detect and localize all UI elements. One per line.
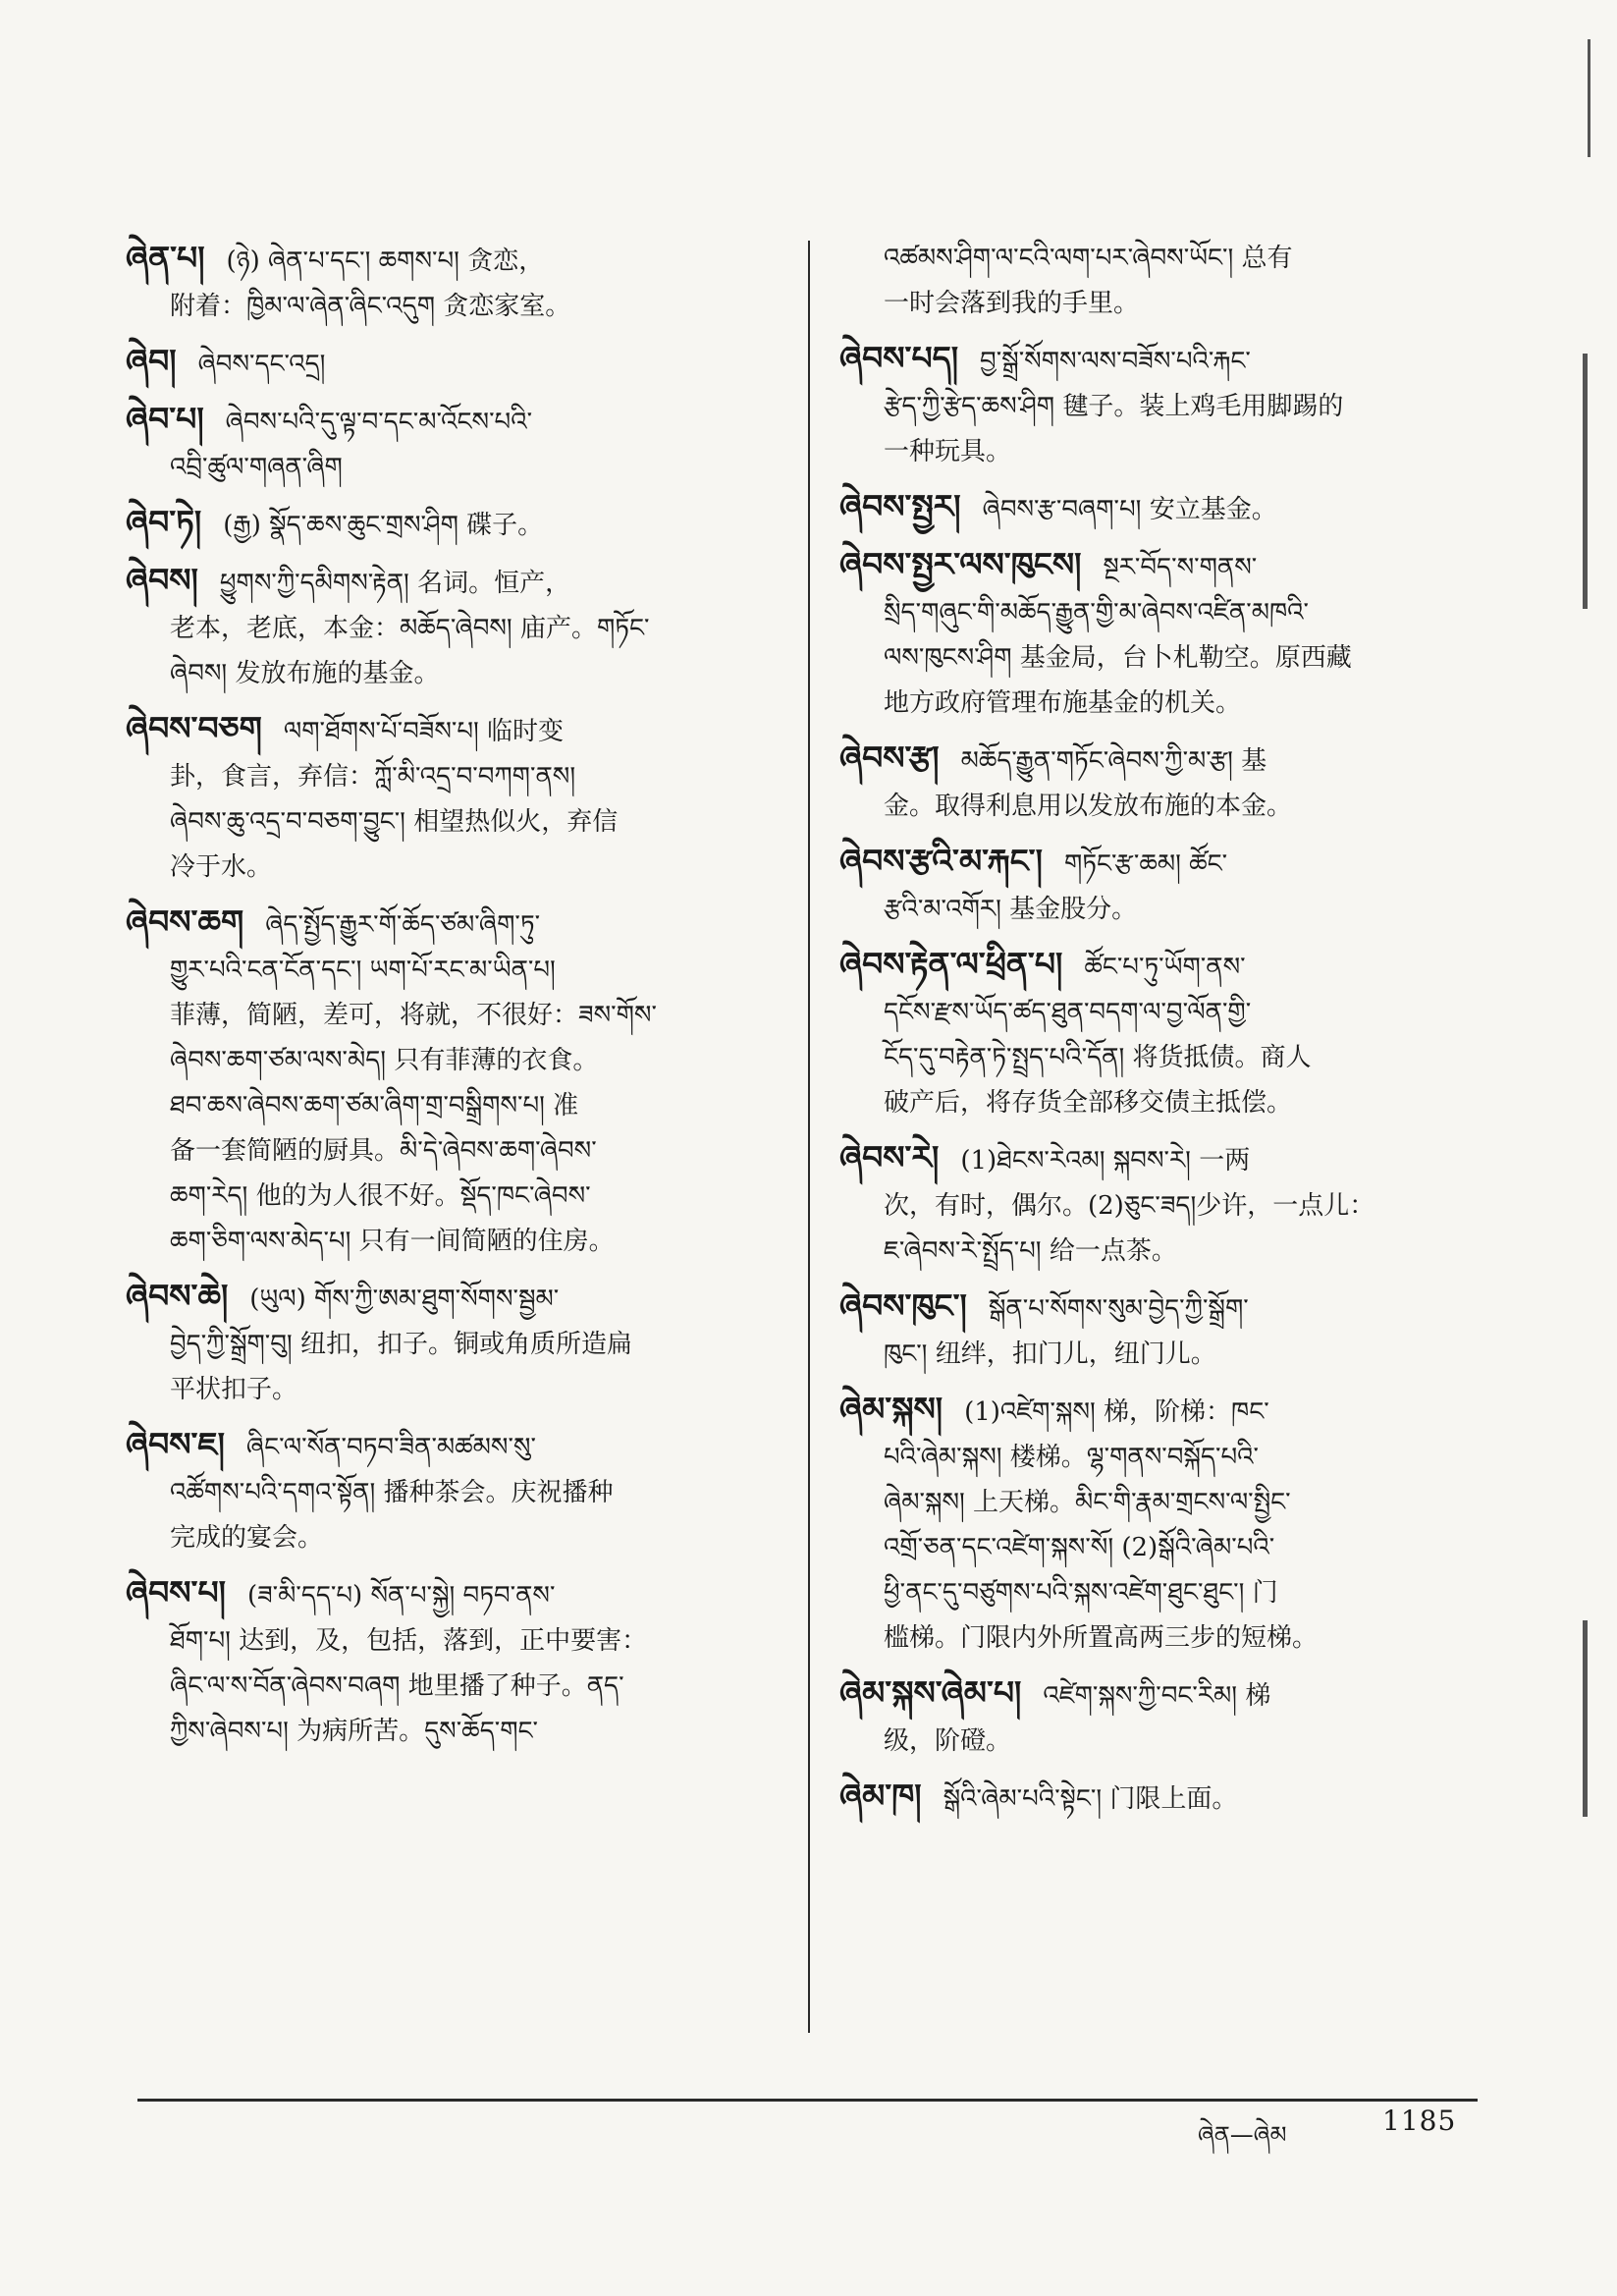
entry-text: ཞེམ་སྐས། 上天梯。མིང་གི་རྣམ་གྲངས་ལ་སྤྱིང་ (884, 1488, 1291, 1517)
dictionary-entry (839, 542, 1517, 726)
entry-headword: ཞེན་པ། (126, 239, 205, 277)
entry-text: ཞིང་ལ་སོན་བཏབ་ཟིན་མཚམས་སུ་ (245, 1433, 536, 1462)
entry-text: ཁུང་། 纽绊，扣门儿，纽门儿。 (884, 1339, 1216, 1369)
entry-continuation-line (839, 990, 1517, 1035)
entry-text: མཆོད་རྒྱུན་གཏོང་ཞེབས་ཀྱི་མ་རྩ། 基 (960, 746, 1267, 776)
entry-text: འཛེག་སྐས་ཀྱི་བང་རིམ། 梯 (1043, 1681, 1271, 1711)
entry-first-line (126, 558, 803, 606)
entry-continuation-line (839, 384, 1517, 429)
entry-text: ལག་ཐོགས་པོ་བཟོས་པ། 临时变 (283, 717, 565, 746)
entry-headword: ཞེབས་ཁུང་། (839, 1286, 967, 1325)
entry-continuation-line (126, 1709, 803, 1754)
entry-first-line (839, 1135, 1517, 1183)
entry-text: 平状扣子。 (170, 1375, 298, 1404)
entry-text: 冷于水。 (170, 852, 273, 882)
entry-text: གྱུར་པའི་ངན་ངོན་དང་། ཡག་པོ་རང་མ་ཡིན་པ། (170, 956, 556, 985)
entry-continuation-line (126, 993, 803, 1038)
entry-continuation-line (839, 635, 1517, 681)
entry-headword: ཞེམ་སྐས་ཞེམ་པ། (839, 1673, 1022, 1712)
entry-continuation-line (126, 754, 803, 799)
entry-continuation-line (839, 429, 1517, 474)
entry-continuation-line (839, 887, 1517, 932)
entry-first-line (839, 1670, 1517, 1719)
dictionary-entry (126, 900, 803, 1264)
entry-continuation-line (839, 1332, 1517, 1377)
dictionary-entry (126, 1570, 803, 1754)
entry-text: སྒོའི་ཞེམ་པའི་སྟེང་། 门限上面。 (943, 1784, 1238, 1814)
footer-headword-range: ཞེན—ཞེམ (1198, 2121, 1287, 2149)
entry-text: 老本，老底，本金：མཆོད་ཞེབས། 庙产。གཏོང་ (170, 614, 650, 643)
entry-text: 槛梯。门限内外所置高两三步的短梯。 (884, 1623, 1319, 1653)
entry-text: 附着：ཁྱིམ་ལ་ཞེན་ཞིང་འདུག 贪恋家室。 (170, 292, 571, 321)
entry-headword: ཞེམ་སྐས། (839, 1390, 943, 1428)
dictionary-entry (839, 1774, 1517, 1822)
entry-first-line (839, 839, 1517, 887)
entry-first-line (839, 542, 1517, 590)
entry-continuation-line (839, 281, 1517, 326)
entry-text: སྲིད་གཞུང་གི་མཆོད་རྒྱུན་གྱི་མ་ཞེབས་འཛིན་མཁའི་ (884, 598, 1310, 628)
entry-continuation-line (839, 681, 1517, 726)
entry-first-line (839, 1387, 1517, 1435)
left-column (126, 236, 803, 1764)
entry-text: རྩའི་མ་འགོར། 基金股分。 (884, 895, 1138, 924)
entry-headword: ཞེབས་ཆག (126, 902, 244, 941)
entry-headword: ཞེབས་སྤྱར་ལས་ཁུངས། (839, 545, 1082, 583)
entry-first-line (126, 500, 803, 548)
entry-continuation-line (126, 1322, 803, 1367)
footer-rule (137, 2099, 1478, 2102)
entry-continuation-line (126, 606, 803, 651)
entry-text: 备一套简陋的厨具。མི་དེ་ཞེབས་ཆག་ཞེབས་ (170, 1136, 597, 1166)
entry-continuation-line (839, 1615, 1517, 1661)
entry-text: (ཟ་མི་དད་པ) སོན་པ་སྐྱེ། བཏབ་ནས་ (246, 1581, 556, 1611)
entry-headword: ཞེབ་པ། (126, 400, 204, 438)
entry-text: ཞེབས་དང་འདྲ། (197, 350, 326, 379)
entry-continuation-line (126, 948, 803, 993)
entry-continuation-line (126, 1128, 803, 1174)
entry-text: ཕྱི་ནང་དུ་བཙུགས་པའི་སྐས་འཛེག་ཐུང་ཐུང་། 门 (884, 1578, 1278, 1608)
entry-continuation-line (126, 1219, 803, 1264)
entry-text: དངོས་རྫས་ཡོད་ཚད་ཐུན་བདག་ལ་བྱ་ལོན་གྱི་ (884, 998, 1252, 1027)
entry-text: འཚམས་ཤིག་ལ་ངའི་ལག་པར་ཞེབས་ཡོང་། 总有 (884, 244, 1293, 273)
entry-text: (1)ཐེངས་རེའམ། སྐབས་རེ། 一两 (960, 1146, 1251, 1175)
entry-text: 一种玩具。 (884, 437, 1012, 466)
dictionary-entry (839, 484, 1517, 532)
entry-headword: ཞེབས་བཅག (126, 709, 262, 747)
entry-first-line (839, 236, 1517, 281)
entry-continuation-line (126, 1174, 803, 1219)
entry-text: 一时会落到我的手里。 (884, 289, 1140, 318)
entry-text: ཞེབས། 发放布施的基金。 (170, 659, 440, 688)
entry-headword: ཞེབས་རྟེན་ལ་ཕྲིན་པ། (839, 945, 1063, 983)
entry-text: 次，有时，偶尔。(2)ཅུང་ཟད།少许，一点儿： (884, 1191, 1375, 1221)
entry-headword: ཞེབས་སྤྱར། (839, 487, 961, 525)
entry-text: བྱེད་ཀྱི་སྒྲོག་བུ། 纽扣，扣子。铜或角质所造扁 (170, 1330, 632, 1359)
entry-text: ཚོང་པ་ཏུ་ཡོག་ནས་ (1084, 953, 1246, 982)
entry-text: ཞེབས་ཆུ་འདྲ་བ་བཅག་བྱུང་། 相望热似火，弃信 (170, 807, 619, 837)
entry-headword: ཞེབས་ཇ། (126, 1425, 225, 1463)
entry-continuation-line (126, 799, 803, 845)
entry-headword: ཞེབས་རྩའི་མ་རྐང་། (839, 842, 1043, 880)
dictionary-entry (126, 1274, 803, 1412)
entry-first-line (126, 1422, 803, 1470)
entry-text: (ཡུལ) གོས་ཀྱི་ཨམ་ཐུག་སོགས་སྦྱམ་ (249, 1285, 560, 1314)
entry-continuation-line (126, 651, 803, 696)
entry-continuation-line (839, 1525, 1517, 1570)
dictionary-entry (839, 1670, 1517, 1764)
entry-text: ཞིང་ལ་ས་བོན་ཞེབས་བཞག 地里播了种子。ནད་ (170, 1671, 624, 1701)
entry-headword: ཞེབས་པ། (126, 1573, 226, 1612)
dictionary-entry (126, 339, 803, 387)
entry-text: སྔར་བོད་ས་གནས་ (1103, 553, 1258, 582)
entry-first-line (839, 336, 1517, 384)
entry-first-line (839, 1284, 1517, 1332)
entry-headword: ཞེབ། (126, 342, 177, 380)
entry-first-line (126, 900, 803, 948)
entry-first-line (126, 236, 803, 284)
entry-text: 金。取得利息用以发放布施的本金。 (884, 792, 1293, 821)
dictionary-entry (839, 336, 1517, 474)
entry-text: (ཉེ) ཞེན་པ་དང་། ཆགས་པ། 贪恋， (226, 246, 545, 276)
entry-first-line (126, 1570, 803, 1618)
entry-headword: ཞེབས་རྩ། (839, 738, 940, 777)
entry-text: སྒོན་པ་སོགས་སུམ་བྱེད་ཀྱི་སྒྲོག་ (988, 1294, 1249, 1324)
entry-text: ཆག་རེད། 他的为人很不好。སྡོད་ཁང་ཞེབས་ (170, 1181, 591, 1211)
entry-text: འགྲོ་ཅན་དང་འཛེག་སྐས་སོ། (2)སྒོའི་ཞེམ་པའི་ (884, 1533, 1275, 1562)
entry-text: 完成的宴会。 (170, 1523, 324, 1553)
entry-first-line (126, 706, 803, 754)
entry-continuation-line (839, 1719, 1517, 1764)
entry-first-line (126, 397, 803, 445)
dictionary-entry (839, 736, 1517, 829)
entry-text: ཐོག་པ། 达到，及，包括，落到，正中要害： (170, 1626, 648, 1656)
dictionary-entry (839, 236, 1517, 326)
scan-edge-mark (1583, 354, 1588, 609)
entry-headword: ཞེབ་ཏེ། (126, 503, 202, 541)
entry-continuation-line (126, 284, 803, 329)
entry-text: བྱ་སྒྲོ་སོགས་ལས་བཟོས་པའི་རྐང་ (980, 347, 1251, 376)
dictionary-entry (126, 397, 803, 490)
entry-text: གཏོང་རྩ་ཆམ། ཚོང་ (1063, 849, 1228, 879)
entry-continuation-line (126, 1367, 803, 1412)
entry-continuation-line (839, 1570, 1517, 1615)
entry-text: ཆག་ཅིག་ལས་མེད་པ། 只有一间简陋的住房。 (170, 1227, 615, 1256)
entry-first-line (839, 484, 1517, 532)
scan-edge-mark (1588, 39, 1590, 157)
scan-edge-mark (1583, 1620, 1588, 1817)
dictionary-entry (126, 236, 803, 329)
dictionary-entry (839, 1284, 1517, 1377)
entry-text: 卦，食言，弃信：ཀློ་མི་འདྲ་བ་བཀག་ནས། (170, 762, 576, 792)
entry-text: (རྒྱ) སྣོད་ཆས་ཆུང་གྲས་ཤིག 碟子。 (223, 511, 544, 540)
entry-text: (1)འཛེག་སྐས། 梯，阶梯：ཁང་ (964, 1397, 1269, 1427)
entry-headword: ཞེབས་ཆེ། (126, 1277, 229, 1315)
entry-text: རྩེད་ཀྱི་རྩེད་ཆས་ཤིག 毽子。装上鸡毛用脚踢的 (884, 392, 1344, 421)
entry-text: ཐབ་ཆས་ཞེབས་ཆག་ཙམ་ཞིག་གྲ་བསྒྲིགས་པ། 准 (170, 1091, 579, 1121)
entry-headword: ཞེབས། (126, 561, 198, 599)
entry-headword: ཞེབས་པད། (839, 339, 959, 377)
entry-text: འབྲི་ཚུལ་གཞན་ཞིག (170, 453, 343, 482)
entry-continuation-line (839, 590, 1517, 635)
entry-text: འཚོགས་པའི་དགའ་སྟོན། 播种茶会。庆祝播种 (170, 1478, 614, 1507)
entry-continuation-line (839, 784, 1517, 829)
entry-text: ཞེབས་པའི་དུ་ལྟ་བ་དང་མ་འོངས་པའི་ (225, 408, 533, 437)
entry-headword: ཞེམ་ཁ། (839, 1777, 922, 1815)
entry-headword: ཞེབས་རེ། (839, 1138, 940, 1176)
entry-continuation-line (839, 1229, 1517, 1274)
entry-continuation-line (126, 845, 803, 890)
page-number: 1185 (1382, 2105, 1457, 2137)
entry-continuation-line (839, 1035, 1517, 1080)
column-divider (808, 241, 810, 2033)
entry-continuation-line (126, 1618, 803, 1664)
entry-continuation-line (839, 1080, 1517, 1125)
entry-text: 地方政府管理布施基金的机关。 (884, 688, 1242, 718)
dictionary-entry (126, 558, 803, 696)
entry-first-line (839, 1774, 1517, 1822)
entry-text: 破产后，将存货全部移交债主抵偿。 (884, 1088, 1293, 1118)
dictionary-entry (839, 839, 1517, 932)
entry-first-line (839, 942, 1517, 990)
right-column (839, 236, 1517, 1831)
entry-text: ཞེབས་ཆག་ཙམ་ལས་མེད། 只有菲薄的衣食。 (170, 1046, 599, 1075)
entry-text: 级，阶磴。 (884, 1726, 1012, 1756)
dictionary-entry (126, 706, 803, 890)
entry-text: ལས་ཁུངས་ཤིག 基金局，台卜札勒空。原西藏 (884, 643, 1352, 673)
entry-continuation-line (839, 1480, 1517, 1525)
entry-continuation-line (126, 1470, 803, 1515)
entry-continuation-line (126, 1038, 803, 1083)
entry-continuation-line (126, 1664, 803, 1709)
dictionary-entry (126, 500, 803, 548)
entry-continuation-line (126, 445, 803, 490)
entry-text: ཞེབས་རྩ་བཞག་པ། 安立基金。 (982, 495, 1277, 524)
dictionary-entry (839, 1387, 1517, 1661)
entry-first-line (126, 339, 803, 387)
entry-text: ཞེད་སྤྱོད་རྒྱུར་གོ་ཆོད་ཙམ་ཞིག་ཏུ་ (265, 910, 541, 940)
entry-continuation-line (839, 1435, 1517, 1480)
entry-continuation-line (839, 1183, 1517, 1229)
entry-text: པའི་ཞེམ་སྐས། 楼梯。ལྷ་གནས་བསྐོད་པའི་ (884, 1443, 1259, 1472)
entry-text: ངོད་དུ་བརྟེན་ཏེ་སྤྲད་པའི་དོན། 将货抵债。商人 (884, 1043, 1312, 1072)
dictionary-entry (839, 942, 1517, 1125)
dictionary-entry (126, 1422, 803, 1560)
entry-first-line (126, 1274, 803, 1322)
entry-continuation-line (126, 1515, 803, 1560)
entry-continuation-line (126, 1083, 803, 1128)
entry-text: 菲薄，简陋，差可，将就，不很好：ཟས་གོས་ (170, 1001, 657, 1030)
entry-text: ཕྱུགས་ཀྱི་དམིགས་རྟེན། 名词。恒产， (219, 569, 571, 598)
entry-text: ཀྱིས་ཞེབས་པ། 为病所苦。དུས་ཆོད་གང་ (170, 1717, 538, 1746)
dictionary-entry (839, 1135, 1517, 1274)
entry-text: ཇ་ཞེབས་རེ་སྤྲོད་པ། 给一点茶。 (884, 1236, 1177, 1266)
entry-first-line (839, 736, 1517, 784)
